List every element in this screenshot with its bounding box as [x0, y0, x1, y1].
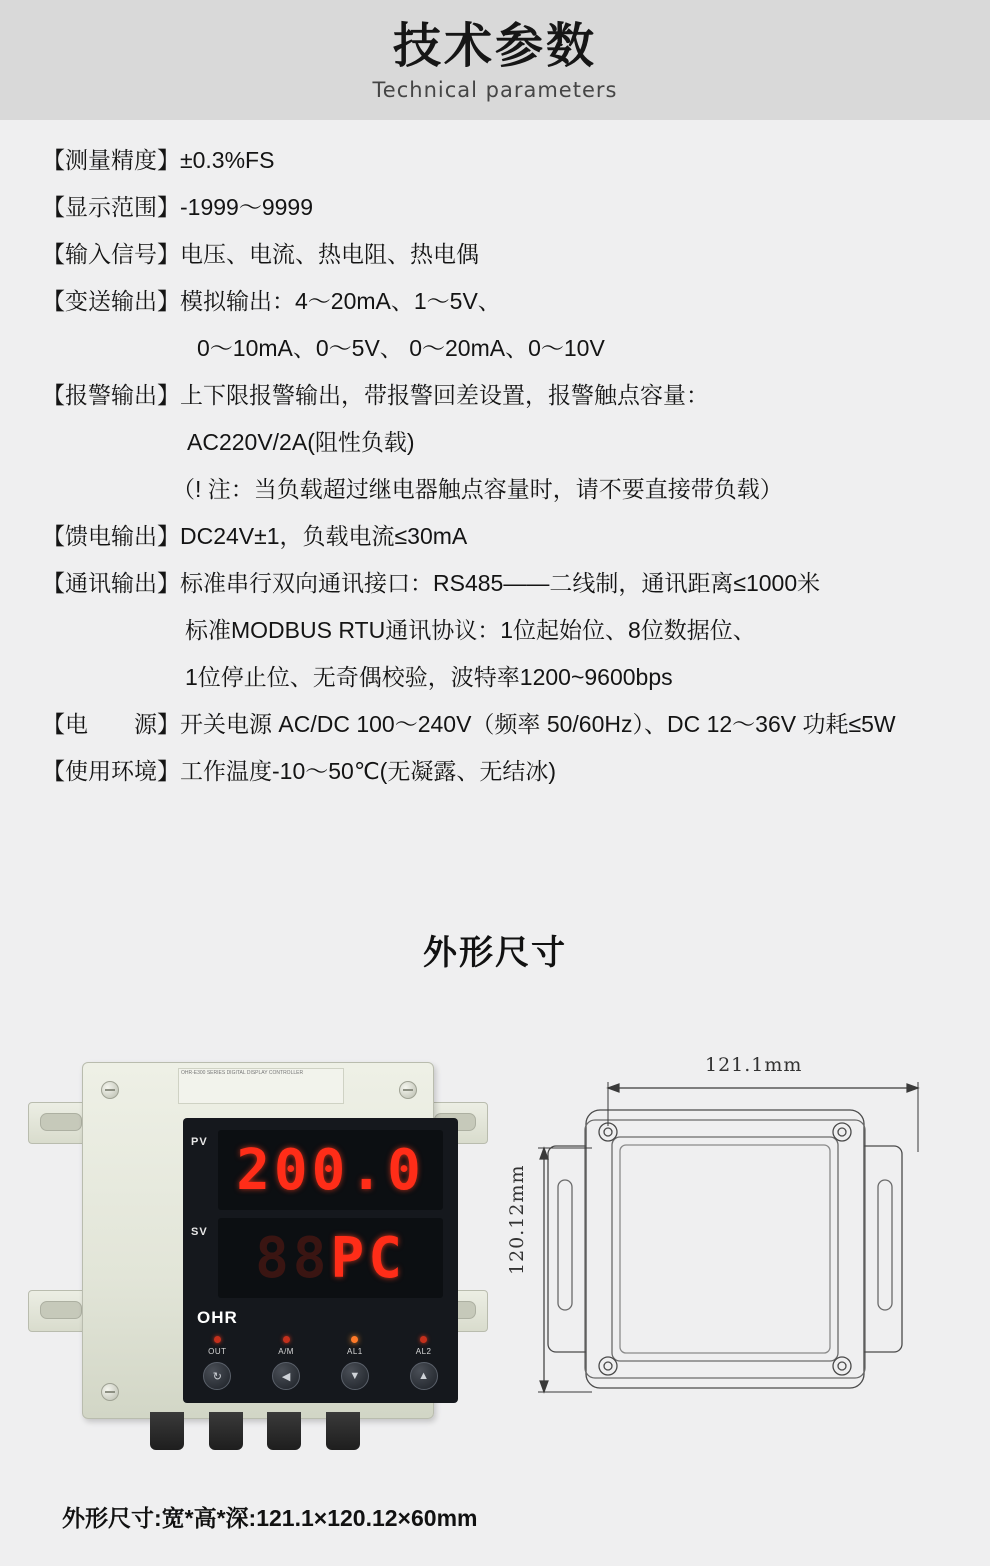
- spec-value: 上下限报警输出，带报警回差设置，报警触点容量：: [180, 382, 709, 408]
- spec-label: 【馈电输出】: [42, 523, 180, 549]
- down-button[interactable]: ▼: [341, 1362, 369, 1390]
- spec-value: 工作温度-10～50℃(无凝露、无结冰): [180, 758, 556, 784]
- device-illustration: [20, 1040, 490, 1490]
- cable-gland: [209, 1412, 243, 1450]
- button-cell: [252, 1362, 321, 1390]
- page-title: 技术参数: [392, 20, 597, 73]
- cable-gland: [150, 1412, 184, 1450]
- spec-cont-comm-line2: 标准MODBUS RTU通讯协议：1位起始位、8位数据位、: [185, 617, 756, 643]
- spec-row-transmit-output: [42, 286, 972, 316]
- indicator-al2: [389, 1336, 458, 1356]
- spec-value: -1999～9999: [180, 194, 313, 220]
- page-header: [0, 0, 990, 120]
- pv-display: [218, 1130, 443, 1210]
- ear-slot: [40, 1113, 82, 1131]
- screw-icon: [101, 1383, 119, 1401]
- cable-gland: [267, 1412, 301, 1450]
- spec-label: 【电 源】: [42, 711, 180, 737]
- indicator-out: [183, 1336, 252, 1356]
- dimension-drawing-svg: [500, 1040, 970, 1470]
- led-icon: [214, 1336, 221, 1343]
- sv-value: 88 PC: [255, 1225, 406, 1291]
- button-cell: [183, 1362, 252, 1390]
- indicator-label: AL1: [347, 1347, 363, 1356]
- spec-row-power: [42, 709, 972, 739]
- page-subtitle: Technical parameters: [372, 78, 618, 102]
- led-icon: [420, 1336, 427, 1343]
- width-dimension-label: 121.1mm: [705, 1054, 803, 1076]
- spec-value: ±0.3%FS: [180, 147, 275, 173]
- set-button[interactable]: ↻: [203, 1362, 231, 1390]
- up-button[interactable]: ▲: [410, 1362, 438, 1390]
- spec-cont-transmit-line2: 0～10mA、0～5V、 0～20mA、0～10V: [197, 335, 605, 361]
- spec-label: 【测量精度】: [42, 147, 180, 173]
- spec-row-environment: [42, 756, 972, 786]
- sv-label: SV: [191, 1226, 208, 1238]
- device-enclosure: [82, 1062, 434, 1419]
- spec-cont-comm-line3: 1位停止位、无奇偶校验，波特率1200~9600bps: [185, 664, 673, 690]
- shift-left-button[interactable]: ◀: [272, 1362, 300, 1390]
- indicator-label: OUT: [208, 1347, 227, 1356]
- spec-value: 标准串行双向通讯接口：RS485——二线制，通讯距离≤1000米: [180, 570, 821, 596]
- spec-label: 【变送输出】: [42, 288, 180, 314]
- spec-label: 【显示范围】: [42, 194, 180, 220]
- spec-row-comm-output: [42, 568, 972, 598]
- spec-value: 开关电源 AC/DC 100～240V（频率 50/60Hz）、DC 12～36V 功耗≤5W: [180, 711, 896, 737]
- pv-value: 200.0: [236, 1137, 425, 1203]
- indicator-label: A/M: [278, 1347, 294, 1356]
- led-icon: [283, 1336, 290, 1343]
- spec-row-input-signal: [42, 239, 972, 269]
- ear-slot: [40, 1301, 82, 1319]
- button-row: [183, 1362, 458, 1390]
- spec-list: [42, 145, 972, 803]
- button-cell: [321, 1362, 390, 1390]
- dimensions-section-title: 外形尺寸: [423, 934, 567, 972]
- brand-logo: OHR: [197, 1308, 238, 1327]
- spec-cont-alarm-line3: （! 注：当负载超过继电器触点容量时，请不要直接带负载）: [172, 476, 783, 502]
- device-front-panel: [183, 1118, 458, 1403]
- cable-gland-row: [150, 1412, 360, 1452]
- indicator-am: [252, 1336, 321, 1356]
- sv-visible-value: PC: [330, 1225, 406, 1291]
- button-cell: [389, 1362, 458, 1390]
- spec-value: 电压、电流、热电阻、热电偶: [180, 241, 479, 267]
- spec-label: 【输入信号】: [42, 241, 180, 267]
- spec-value: DC24V±1，负载电流≤30mA: [180, 523, 468, 549]
- spec-row-display-range: [42, 192, 972, 222]
- spec-label: 【报警输出】: [42, 382, 180, 408]
- spec-label: 【使用环境】: [42, 758, 180, 784]
- indicator-al1: [321, 1336, 390, 1356]
- spec-cont-alarm-line2: AC220V/2A(阻性负载): [187, 429, 415, 455]
- led-icon: [351, 1336, 358, 1343]
- screw-icon: [399, 1081, 417, 1099]
- indicator-row: [183, 1336, 458, 1356]
- dimensions-caption: 外形尺寸:宽*高*深:121.1×120.12×60mm: [62, 1505, 478, 1531]
- height-dimension-label: 120.12mm: [506, 1164, 528, 1275]
- pv-label: PV: [191, 1136, 208, 1148]
- indicator-label: AL2: [415, 1347, 432, 1356]
- spec-label: 【通讯输出】: [42, 570, 180, 596]
- spec-row-accuracy: [42, 145, 972, 175]
- dimension-drawing: [500, 1040, 970, 1470]
- cable-gland: [326, 1412, 360, 1450]
- device-label-sticker: OHR-E300 SERIES DIGITAL DISPLAY CONTROLLER: [178, 1068, 344, 1104]
- sv-display: [218, 1218, 443, 1298]
- spec-value: 模拟输出：4～20mA、1～5V、: [180, 288, 501, 314]
- spec-row-feed-output: [42, 521, 972, 551]
- spec-row-alarm-output: [42, 380, 972, 410]
- screw-icon: [101, 1081, 119, 1099]
